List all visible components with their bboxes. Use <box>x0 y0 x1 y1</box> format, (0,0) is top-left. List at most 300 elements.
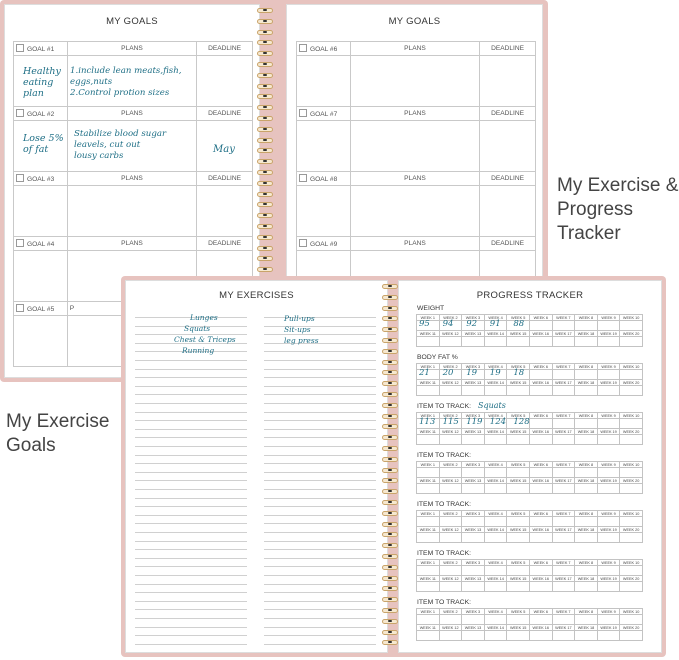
week-label: WEEK 6 <box>529 413 552 419</box>
week-label: WEEK 2 <box>439 462 462 468</box>
week-label: WEEK 20 <box>620 625 643 631</box>
week-entry-cell[interactable] <box>552 468 575 478</box>
week-entry-cell[interactable] <box>484 566 507 576</box>
ruled-line <box>135 627 247 628</box>
week-label: WEEK 8 <box>575 511 598 517</box>
week-label: WEEK 17 <box>552 527 575 533</box>
week-entry-cell[interactable] <box>484 435 507 445</box>
week-entry-cell[interactable] <box>529 533 552 543</box>
ruled-line <box>135 455 247 456</box>
week-entry-cell[interactable] <box>620 321 643 331</box>
week-label: WEEK 9 <box>597 413 620 419</box>
week-entry-cell[interactable] <box>507 468 530 478</box>
week-label: WEEK 5 <box>507 511 530 517</box>
week-label: WEEK 2 <box>439 364 462 370</box>
week-label: WEEK 1 <box>417 413 440 419</box>
handwriting-plan-2: Stabilize blood sugar leavels, cut out lousy carbs <box>74 129 167 161</box>
exercise-list-right <box>284 313 319 346</box>
week-entry-cell[interactable] <box>507 566 530 576</box>
tracker-week-grid <box>416 510 643 543</box>
week-entry-cell[interactable] <box>575 582 598 592</box>
week-entry-cell[interactable] <box>417 615 440 625</box>
week-entry-cell[interactable] <box>462 582 485 592</box>
week-entry-cell[interactable] <box>462 631 485 641</box>
week-entry-cell[interactable] <box>462 386 485 396</box>
tracker-section-label: WEIGHT <box>417 305 445 312</box>
plans-header: PLANS <box>350 172 479 186</box>
week-label: WEEK 12 <box>439 331 462 337</box>
tracker-value: 91 <box>489 319 501 329</box>
week-label: WEEK 2 <box>439 511 462 517</box>
week-entry-cell[interactable] <box>439 517 462 527</box>
week-entry-cell[interactable] <box>575 468 598 478</box>
tracker-value: 18 <box>513 368 525 378</box>
week-entry-cell[interactable] <box>552 566 575 576</box>
week-entry-cell[interactable] <box>529 484 552 494</box>
tracker-value: 115 <box>442 417 459 427</box>
week-entry-cell[interactable] <box>484 533 507 543</box>
week-entry-cell[interactable] <box>484 386 507 396</box>
week-label: WEEK 12 <box>439 429 462 435</box>
week-entry-cell[interactable] <box>507 517 530 527</box>
ruled-line <box>264 437 376 438</box>
week-entry-cell[interactable] <box>484 631 507 641</box>
week-label: WEEK 3 <box>462 511 485 517</box>
week-label: WEEK 13 <box>462 429 485 435</box>
ruled-line <box>264 394 376 395</box>
spiral-ring <box>382 586 398 591</box>
week-label: WEEK 19 <box>597 429 620 435</box>
spiral-ring <box>382 360 398 365</box>
goal-label: GOAL #3 <box>27 176 55 183</box>
week-entry-cell[interactable] <box>484 517 507 527</box>
week-entry-cell[interactable] <box>507 533 530 543</box>
week-entry-cell[interactable] <box>507 631 530 641</box>
spiral-ring <box>257 51 273 56</box>
goal-label: GOAL #6 <box>310 46 338 53</box>
week-entry-cell[interactable] <box>439 631 462 641</box>
week-entry-cell[interactable] <box>417 468 440 478</box>
ruled-line <box>264 566 376 567</box>
week-entry-cell[interactable] <box>620 484 643 494</box>
week-label: WEEK 9 <box>597 511 620 517</box>
week-entry-cell[interactable] <box>620 566 643 576</box>
spiral-ring <box>382 576 398 581</box>
ruled-line <box>264 386 376 387</box>
spiral-ring <box>257 62 273 67</box>
week-entry-cell[interactable] <box>552 484 575 494</box>
spiral-ring <box>382 424 398 429</box>
week-label: WEEK 3 <box>462 413 485 419</box>
week-entry-cell[interactable] <box>620 582 643 592</box>
week-label: WEEK 8 <box>575 462 598 468</box>
week-entry-cell[interactable] <box>575 484 598 494</box>
week-label: WEEK 14 <box>484 429 507 435</box>
week-entry-cell[interactable] <box>597 566 620 576</box>
goal-checkbox[interactable] <box>16 44 24 52</box>
spiral-ring <box>382 630 398 635</box>
week-entry-cell[interactable] <box>620 386 643 396</box>
week-label: WEEK 20 <box>620 429 643 435</box>
week-label: WEEK 3 <box>462 560 485 566</box>
week-entry-cell[interactable] <box>575 370 598 380</box>
ruled-line <box>264 506 376 507</box>
ruled-line <box>264 635 376 636</box>
week-label: WEEK 20 <box>620 478 643 484</box>
week-label: WEEK 1 <box>417 560 440 566</box>
week-entry-cell[interactable] <box>552 370 575 380</box>
week-entry-cell[interactable] <box>462 533 485 543</box>
ruled-line <box>135 549 247 550</box>
week-entry-cell[interactable] <box>529 321 552 331</box>
week-entry-cell[interactable] <box>417 435 440 445</box>
week-label: WEEK 6 <box>529 609 552 615</box>
week-label: WEEK 8 <box>575 560 598 566</box>
week-entry-cell[interactable] <box>552 533 575 543</box>
tracker-week-grid <box>416 559 643 592</box>
week-entry-cell[interactable] <box>552 386 575 396</box>
goal-checkbox[interactable] <box>16 304 24 312</box>
week-label: WEEK 7 <box>552 364 575 370</box>
week-entry-cell[interactable] <box>417 631 440 641</box>
ruled-line <box>135 523 247 524</box>
week-entry-cell[interactable] <box>597 615 620 625</box>
week-entry-cell[interactable] <box>529 419 552 429</box>
week-entry-cell[interactable] <box>620 533 643 543</box>
week-label: WEEK 16 <box>529 527 552 533</box>
plans-header: PLANS <box>67 107 196 121</box>
deadline-header: DEADLINE <box>480 42 536 56</box>
spiral-ring <box>382 338 398 343</box>
ruled-line <box>135 360 247 361</box>
spiral-ring <box>382 608 398 613</box>
ruled-line <box>135 420 247 421</box>
tracker-section-label: BODY FAT % <box>417 354 458 361</box>
ruled-line <box>264 627 376 628</box>
week-entry-cell[interactable] <box>529 468 552 478</box>
spiral-ring <box>382 500 398 505</box>
week-entry-cell[interactable] <box>439 582 462 592</box>
week-entry-cell[interactable] <box>462 566 485 576</box>
week-entry-cell[interactable] <box>462 615 485 625</box>
week-label: WEEK 20 <box>620 527 643 533</box>
week-entry-cell[interactable] <box>597 370 620 380</box>
page-title: PROGRESS TRACKER <box>476 290 584 301</box>
week-entry-cell[interactable] <box>462 484 485 494</box>
week-entry-cell[interactable] <box>552 321 575 331</box>
spiral-ring <box>382 532 398 537</box>
exercise-item: Chest & Triceps <box>174 335 236 344</box>
week-entry-cell[interactable] <box>575 419 598 429</box>
spiral-ring <box>257 84 273 89</box>
week-entry-cell[interactable] <box>552 435 575 445</box>
spiral-ring <box>257 192 273 197</box>
spiral-ring <box>382 414 398 419</box>
week-entry-cell[interactable] <box>575 517 598 527</box>
week-entry-cell[interactable] <box>439 615 462 625</box>
exercise-item: Squats <box>184 324 211 333</box>
week-entry-cell[interactable] <box>552 631 575 641</box>
week-entry-cell[interactable] <box>529 582 552 592</box>
deadline-header: DEADLINE <box>480 237 536 251</box>
deadline-header: DEADLINE <box>480 172 536 186</box>
ruled-line <box>135 592 247 593</box>
goal-checkbox[interactable] <box>16 174 24 182</box>
week-label: WEEK 15 <box>507 331 530 337</box>
week-label: WEEK 5 <box>507 364 530 370</box>
week-entry-cell[interactable] <box>417 484 440 494</box>
spiral-binding-top <box>257 8 275 278</box>
tracker-value: 19 <box>489 368 501 378</box>
week-label: WEEK 18 <box>575 429 598 435</box>
week-label: WEEK 13 <box>462 380 485 386</box>
week-entry-cell[interactable] <box>575 615 598 625</box>
week-entry-cell[interactable] <box>597 337 620 347</box>
week-label: WEEK 12 <box>439 527 462 533</box>
week-label: WEEK 13 <box>462 331 485 337</box>
week-label: WEEK 10 <box>620 560 643 566</box>
goal-checkbox[interactable] <box>299 44 307 52</box>
week-entry-cell[interactable] <box>529 631 552 641</box>
goal-checkbox[interactable] <box>299 174 307 182</box>
week-entry-cell[interactable] <box>439 484 462 494</box>
week-label: WEEK 7 <box>552 413 575 419</box>
week-entry-cell[interactable] <box>575 321 598 331</box>
spiral-ring <box>257 170 273 175</box>
week-entry-cell[interactable] <box>529 566 552 576</box>
week-entry-cell[interactable] <box>575 533 598 543</box>
ruled-line <box>135 429 247 430</box>
page-title: MY GOALS <box>388 16 441 27</box>
week-entry-cell[interactable] <box>575 566 598 576</box>
week-label: WEEK 3 <box>462 609 485 615</box>
week-entry-cell[interactable] <box>462 468 485 478</box>
spiral-ring <box>257 159 273 164</box>
ruled-line <box>264 446 376 447</box>
ruled-line <box>264 644 376 645</box>
week-entry-cell[interactable] <box>575 386 598 396</box>
week-label: WEEK 1 <box>417 315 440 321</box>
handwriting-goal-2: Lose 5% of fat <box>23 133 64 155</box>
week-entry-cell[interactable] <box>417 517 440 527</box>
week-label: WEEK 20 <box>620 576 643 582</box>
week-label: WEEK 11 <box>417 527 440 533</box>
plans-header: PLANS <box>350 42 479 56</box>
week-label: WEEK 11 <box>417 331 440 337</box>
ruled-line <box>264 377 376 378</box>
week-label: WEEK 2 <box>439 413 462 419</box>
week-label: WEEK 1 <box>417 511 440 517</box>
week-entry-cell[interactable] <box>507 386 530 396</box>
week-label: WEEK 6 <box>529 511 552 517</box>
week-entry-cell[interactable] <box>575 337 598 347</box>
week-entry-cell[interactable] <box>552 419 575 429</box>
week-entry-cell[interactable] <box>417 337 440 347</box>
week-entry-cell[interactable] <box>552 337 575 347</box>
week-label: WEEK 13 <box>462 576 485 582</box>
goal-label: GOAL #2 <box>27 111 55 118</box>
week-label: WEEK 16 <box>529 625 552 631</box>
spiral-ring <box>257 235 273 240</box>
week-entry-cell[interactable] <box>552 582 575 592</box>
week-label: WEEK 18 <box>575 331 598 337</box>
week-entry-cell[interactable] <box>597 582 620 592</box>
tracker-section-label: ITEM TO TRACK: <box>417 550 472 557</box>
week-label: WEEK 7 <box>552 315 575 321</box>
week-entry-cell[interactable] <box>597 631 620 641</box>
week-label: WEEK 19 <box>597 576 620 582</box>
week-entry-cell[interactable] <box>597 321 620 331</box>
week-label: WEEK 14 <box>484 380 507 386</box>
tracker-section-label: ITEM TO TRACK: <box>417 599 472 606</box>
week-label: WEEK 1 <box>417 462 440 468</box>
week-label: WEEK 19 <box>597 478 620 484</box>
goal-checkbox[interactable] <box>16 109 24 117</box>
ruled-line <box>135 394 247 395</box>
week-entry-cell[interactable] <box>507 582 530 592</box>
spiral-ring <box>257 181 273 186</box>
week-label: WEEK 4 <box>484 511 507 517</box>
week-entry-cell[interactable] <box>620 370 643 380</box>
ruled-line <box>135 541 247 542</box>
ruled-line <box>135 386 247 387</box>
goal-label: GOAL #4 <box>27 241 55 248</box>
week-entry-cell[interactable] <box>597 517 620 527</box>
week-entry-cell[interactable] <box>529 370 552 380</box>
page-title: MY EXERCISES <box>219 290 294 301</box>
week-label: WEEK 6 <box>529 364 552 370</box>
week-entry-cell[interactable] <box>417 566 440 576</box>
spiral-ring <box>382 522 398 527</box>
week-entry-cell[interactable] <box>439 566 462 576</box>
ruled-line <box>264 523 376 524</box>
spiral-ring <box>382 543 398 548</box>
week-label: WEEK 4 <box>484 609 507 615</box>
week-entry-cell[interactable] <box>484 615 507 625</box>
week-entry-cell[interactable] <box>484 484 507 494</box>
spiral-ring <box>257 138 273 143</box>
ruled-line <box>135 489 247 490</box>
week-entry-cell[interactable] <box>575 631 598 641</box>
week-label: WEEK 11 <box>417 478 440 484</box>
week-entry-cell[interactable] <box>507 615 530 625</box>
week-entry-cell[interactable] <box>462 337 485 347</box>
week-entry-cell[interactable] <box>439 337 462 347</box>
week-entry-cell[interactable] <box>529 337 552 347</box>
week-label: WEEK 16 <box>529 576 552 582</box>
week-label: WEEK 4 <box>484 413 507 419</box>
week-entry-cell[interactable] <box>597 386 620 396</box>
goal-checkbox[interactable] <box>299 239 307 247</box>
tracker-value: 94 <box>442 319 454 329</box>
week-entry-cell[interactable] <box>439 386 462 396</box>
goals-table-right <box>296 41 536 302</box>
week-entry-cell[interactable] <box>620 517 643 527</box>
ruled-line <box>264 403 376 404</box>
tracker-section-label: ITEM TO TRACK: <box>417 501 472 508</box>
week-entry-cell[interactable] <box>484 582 507 592</box>
spiral-ring <box>382 370 398 375</box>
week-entry-cell[interactable] <box>575 435 598 445</box>
goal-checkbox[interactable] <box>299 109 307 117</box>
deadline-header: DEADLINE <box>480 107 536 121</box>
week-entry-cell[interactable] <box>597 435 620 445</box>
spiral-ring <box>382 327 398 332</box>
tracker-week-grid <box>416 461 643 494</box>
week-label: WEEK 10 <box>620 609 643 615</box>
exercise-item: Lunges <box>190 313 218 322</box>
week-entry-cell[interactable] <box>597 468 620 478</box>
week-entry-cell[interactable] <box>597 484 620 494</box>
week-label: WEEK 16 <box>529 380 552 386</box>
week-entry-cell[interactable] <box>507 435 530 445</box>
week-label: WEEK 4 <box>484 560 507 566</box>
week-label: WEEK 8 <box>575 315 598 321</box>
week-label: WEEK 18 <box>575 527 598 533</box>
week-entry-cell[interactable] <box>507 337 530 347</box>
week-entry-cell[interactable] <box>462 435 485 445</box>
week-entry-cell[interactable] <box>439 533 462 543</box>
goal-checkbox[interactable] <box>16 239 24 247</box>
spiral-ring <box>382 457 398 462</box>
week-entry-cell[interactable] <box>620 615 643 625</box>
week-entry-cell[interactable] <box>529 386 552 396</box>
week-entry-cell[interactable] <box>597 533 620 543</box>
week-entry-cell[interactable] <box>484 468 507 478</box>
week-entry-cell[interactable] <box>529 435 552 445</box>
week-label: WEEK 12 <box>439 380 462 386</box>
week-entry-cell[interactable] <box>620 631 643 641</box>
week-entry-cell[interactable] <box>552 517 575 527</box>
week-label: WEEK 14 <box>484 576 507 582</box>
week-entry-cell[interactable] <box>597 419 620 429</box>
spiral-ring <box>382 478 398 483</box>
week-entry-cell[interactable] <box>507 484 530 494</box>
week-entry-cell[interactable] <box>620 468 643 478</box>
week-entry-cell[interactable] <box>417 386 440 396</box>
week-entry-cell[interactable] <box>620 435 643 445</box>
week-label: WEEK 10 <box>620 315 643 321</box>
week-entry-cell[interactable] <box>529 615 552 625</box>
week-entry-cell[interactable] <box>529 517 552 527</box>
spiral-ring <box>382 284 398 289</box>
ruled-line <box>135 575 247 576</box>
ruled-line <box>135 618 247 619</box>
week-label: WEEK 10 <box>620 364 643 370</box>
exercise-item: Sit-ups <box>284 325 311 334</box>
tracker-value: 92 <box>466 319 478 329</box>
ruled-line <box>264 369 376 370</box>
week-entry-cell[interactable] <box>439 435 462 445</box>
week-entry-cell[interactable] <box>552 615 575 625</box>
week-entry-cell[interactable] <box>439 468 462 478</box>
week-entry-cell[interactable] <box>484 337 507 347</box>
week-label: WEEK 13 <box>462 527 485 533</box>
ruled-line <box>264 541 376 542</box>
spiral-ring <box>382 640 398 645</box>
tracker-value: 113 <box>419 417 436 427</box>
week-label: WEEK 11 <box>417 429 440 435</box>
week-entry-cell[interactable] <box>417 533 440 543</box>
week-entry-cell[interactable] <box>620 337 643 347</box>
week-entry-cell[interactable] <box>417 582 440 592</box>
ruled-line <box>135 498 247 499</box>
week-entry-cell[interactable] <box>620 419 643 429</box>
week-entry-cell[interactable] <box>462 517 485 527</box>
ruled-line <box>135 480 247 481</box>
ruled-line <box>135 635 247 636</box>
week-label: WEEK 10 <box>620 462 643 468</box>
